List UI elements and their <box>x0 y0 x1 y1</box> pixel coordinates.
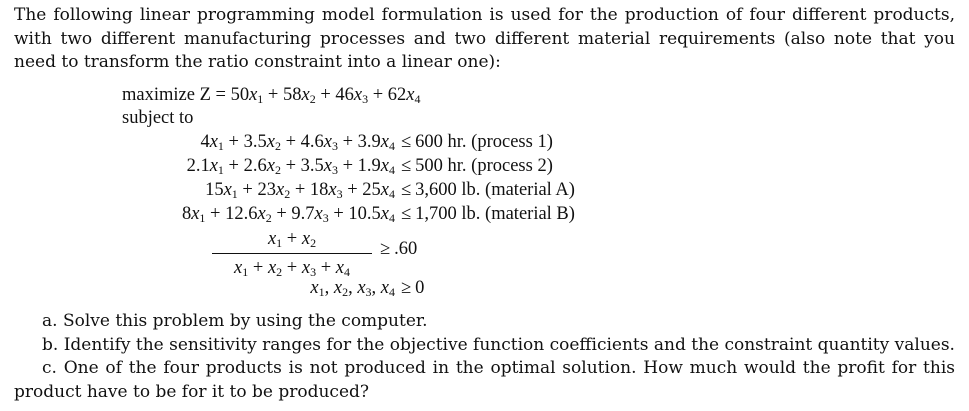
objective-function <box>122 84 421 106</box>
ratio-numerator: $x_1 + x_2$ <box>267 229 317 250</box>
constraint-2-lhs: $2.1x_1 + 2.6x_2 + 3.5x_3 + 1.9x_4$ <box>186 156 395 177</box>
question-c: c. One of the four products is not produced in the optimal solution. How much would the profit for this product have to be for it to be produced? <box>14 358 955 402</box>
question-list <box>14 310 955 404</box>
ratio-denominator: $x_1 + x_2 + x_3 + x_4$ <box>234 258 350 279</box>
objective-expression: $50x_1 + 58x_2 + 46x_3 + 62x_4$ <box>230 85 421 106</box>
nonnegativity-rhs: ≥ 0 <box>401 278 425 298</box>
constraint-3-lhs: $15x_1 + 23x_2 + 18x_3 + 25x_4$ <box>205 180 395 201</box>
constraint-1-rhs: ≤ 600 hr. (process 1) <box>401 132 553 152</box>
question-a: a. Solve this problem by using the computer. <box>42 311 428 331</box>
nonnegativity-lhs: $x_1$, $x_2$, $x_3$, $x_4$ <box>310 278 395 299</box>
constraint-2-rhs: ≤ 500 hr. (process 2) <box>401 156 553 176</box>
ratio-constraint-rhs: ≥ .60 <box>380 239 418 259</box>
problem-intro: The following linear programming model formulation is used for the production of four different products, with two different manufacturing processes and two different material requirements (also note that you need to transform the ratio constraint into a linear one): <box>14 5 955 72</box>
fraction-bar <box>212 253 372 254</box>
constraint-3-rhs: ≤ 3,600 lb. (material A) <box>401 180 575 200</box>
question-b: b. Identify the sensitivity ranges for the objective function coefficients and the constraint quantity values. <box>42 334 955 355</box>
constraint-4-lhs: $8x_1 + 12.6x_2 + 9.7x_3 + 10.5x_4$ <box>181 204 395 225</box>
ratio-constraint-fraction <box>212 227 372 280</box>
constraint-4-rhs: ≤ 1,700 lb. (material B) <box>401 204 575 224</box>
objective-label: maximize Z = <box>122 85 226 105</box>
constraint-1-lhs: $4x_1 + 3.5x_2 + 4.6x_3 + 3.9x_4$ <box>200 132 395 153</box>
subject-to-label: subject to <box>122 108 194 128</box>
